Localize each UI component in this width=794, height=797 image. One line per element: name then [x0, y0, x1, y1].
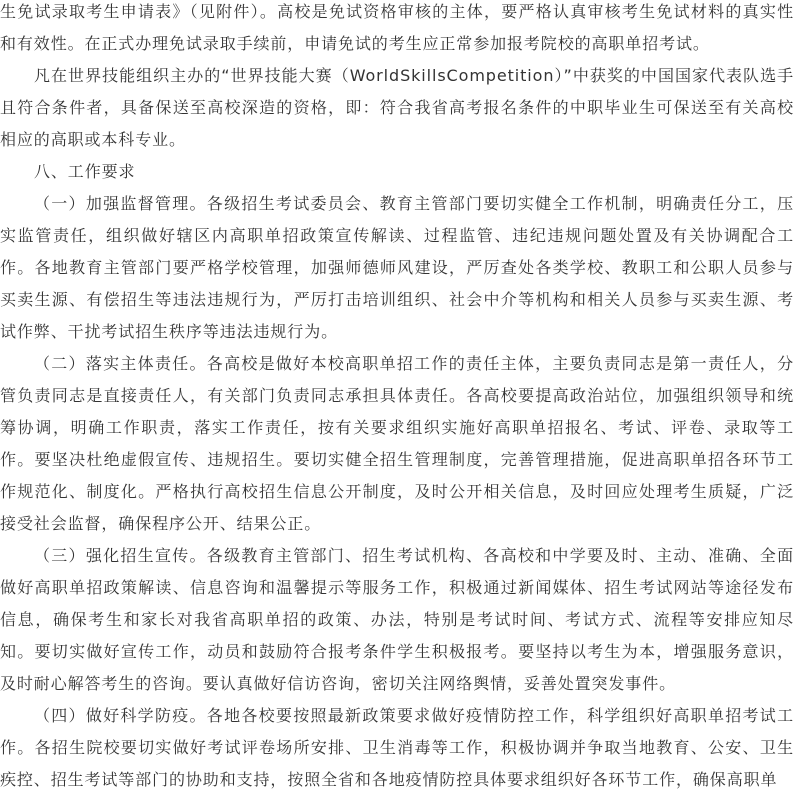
paragraph-exemption-review: 生免试录取考生申请表》（见附件）。高校是免试资格审核的主体，要严格认真审核考生免试材料的真实性和有效性。在正式办理免试录取手续前，申请免试的考生应正常参加报考院校的高职单招考试。 [0, 2, 794, 53]
paragraph-publicity: （三）强化招生宣传。各级教育主管部门、招生考试机构、各高校和中学要及时、主动、准确、全面做好高职单招政策解读、信息咨询和温馨提示等服务工作，积极通过新闻媒体、招生考试网站等途径发布信息，确保考生和家长对我省高职单招的政策、办法，特别是考试时间、考试方式、流程等安排应知尽知。要切实做好宣传工作，动员和鼓励符合报考条件学生积极报考。要坚持以考生为本，增强服务意识，及时耐心解答考生的咨询。要认真做好信访咨询，密切关注网络舆情，妥善处置突发事件。 [0, 546, 794, 693]
section-heading-work-requirements: 八、工作要求 [34, 162, 136, 181]
paragraph-responsibility: （二）落实主体责任。各高校是做好本校高职单招工作的责任主体，主要负责同志是第一责任人，分管负责同志是直接责任人，有关部门负责同志承担具体责任。各高校要提高政治站位，加强组织领导和统筹协调，明确工作职责，落实工作责任，按有关要求组织实施好高职单招报名、考试、评卷、录取等工作。要坚决杜绝虚假宣传、违规招生。要切实健全招生管理制度，完善管理措施，促进高职单招各环节工作规范化、制度化。严格执行高校招生信息公开制度，及时公开相关信息，及时回应处理考生质疑，广泛接受社会监督，确保程序公开、结果公正。 [0, 354, 794, 533]
paragraph-epidemic-prevention: （四）做好科学防疫。各地各校要按照最新政策要求做好疫情防控工作，科学组织好高职单招考试工作。各招生院校要切实做好考试评卷场所安排、卫生消毒等工作，积极协调并争取当地教育、公安、卫生疾控、招生考试等部门的协助和支持，按照全省和各地疫情防控具体要求组织好各环节工作，确保高职单 [0, 706, 794, 789]
paragraph-supervision: （一）加强监督管理。各级招生考试委员会、教育主管部门要切实健全工作机制，明确责任分工，压实监管责任，组织做好辖区内高职单招政策宣传解读、过程监管、违纪违规问题处置及有关协调配合工作。各地教育主管部门要严格学校管理，加强师德师风建设，严厉查处各类学校、教职工和公职人员参与买卖生源、有偿招生等违法违规行为，严厉打击培训组织、社会中介等机构和相关人员参与买卖生源、考试作弊、干扰考试招生秩序等违法违规行为。 [0, 194, 794, 341]
paragraph-worldskills: 凡在世界技能组织主办的“世界技能大赛（WorldSkillsCompetition）”中获奖的中国国家代表队选手且符合条件者，具备保送至高校深造的资格，即：符合我省高考报名条件的中职毕业生可保送至有关高校相应的高职或本科专业。 [0, 66, 794, 149]
